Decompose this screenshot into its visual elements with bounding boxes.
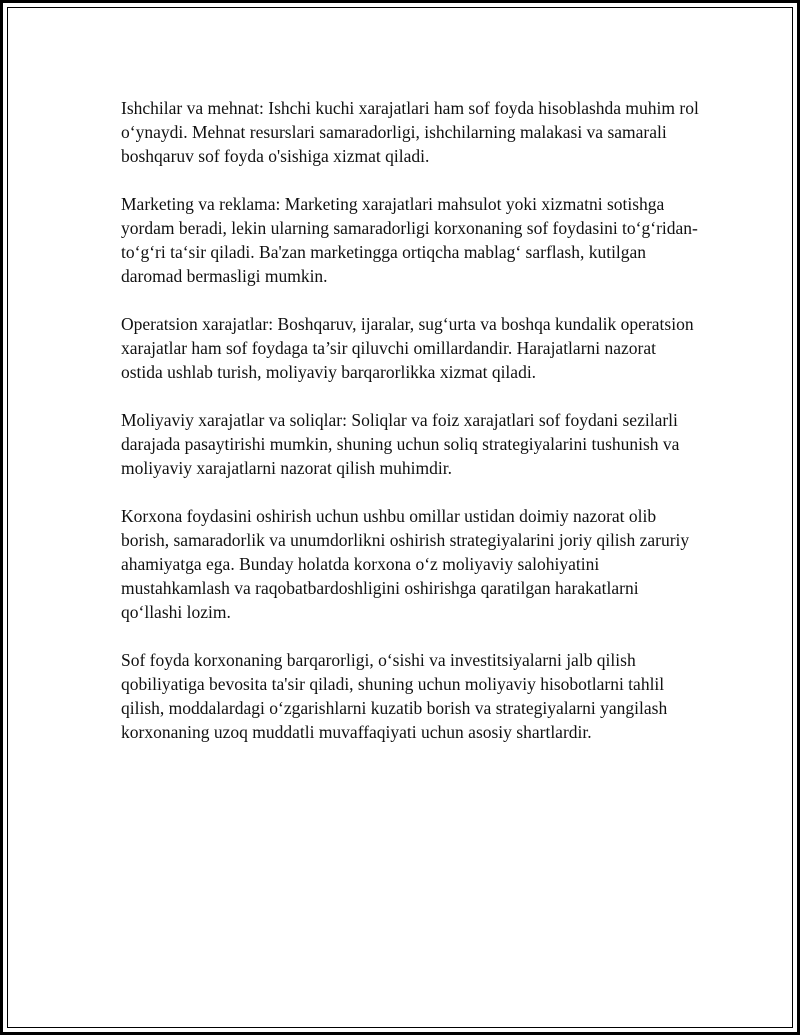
document-body <box>121 96 701 768</box>
paragraph-financial-costs-taxes: Moliyaviy xarajatlar va soliqlar: Soliqlar va foiz xarajatlari sof foydani sezilarli darajada pasaytirishi mumkin, shuning uchun soliq strategiyalarini tushunish va moliyaviy xarajatlarni nazorat qilish muhimdir. <box>121 410 680 478</box>
paragraph-profit-increase: Korxona foydasini oshirish uchun ushbu omillar ustidan doimiy nazorat olib borish, samaradorlik va unumdorlikni oshirish strategiyalarini joriy qilish zaruriy ahamiyatga ega. Bunday holatda korxona o‘z moliyaviy salohiyatini mustahkamlash va raqobatbardoshligini oshirishga qaratilgan harakatlarni qo‘llashi lozim. <box>121 506 690 622</box>
paragraph-operational-costs: Operatsion xarajatlar: Boshqaruv, ijaralar, sug‘urta va boshqa kundalik operatsion xarajatlar ham sof foydaga ta’sir qiluvchi omillardandir. Harajatlarni nazorat ostida ushlab turish, moliyaviy barqarorlikka xizmat qiladi. <box>121 314 694 382</box>
paragraph-marketing: Marketing va reklama: Marketing xarajatlari mahsulot yoki xizmatni sotishga yordam beradi, lekin ularning samaradorligi korxonaning sof foydasini to‘g‘ridan-to‘g‘ri ta‘sir qiladi. Ba'zan marketingga ortiqcha mablag‘ sarflash, kutilgan daromad bermasligi mumkin. <box>121 194 698 286</box>
paragraph-labor: Ishchilar va mehnat: Ishchi kuchi xarajatlari ham sof foyda hisoblashda muhim rol o‘ynaydi. Mehnat resurslari samaradorligi, ishchilarning malakasi va samarali boshqaruv sof foyda o'sishiga xizmat qiladi. <box>121 98 699 166</box>
paragraph-conclusion: Sof foyda korxonaning barqarorligi, o‘sishi va investitsiyalarni jalb qilish qobiliyatiga bevosita ta'sir qiladi, shuning uchun moliyaviy hisobotlarni tahlil qilish, moddalardagi o‘zgarishlarni kuzatib borish va strategiyalarni yangilash korxonaning uzoq muddatli muvaffaqiyati uchun asosiy shartlardir. <box>121 650 668 742</box>
